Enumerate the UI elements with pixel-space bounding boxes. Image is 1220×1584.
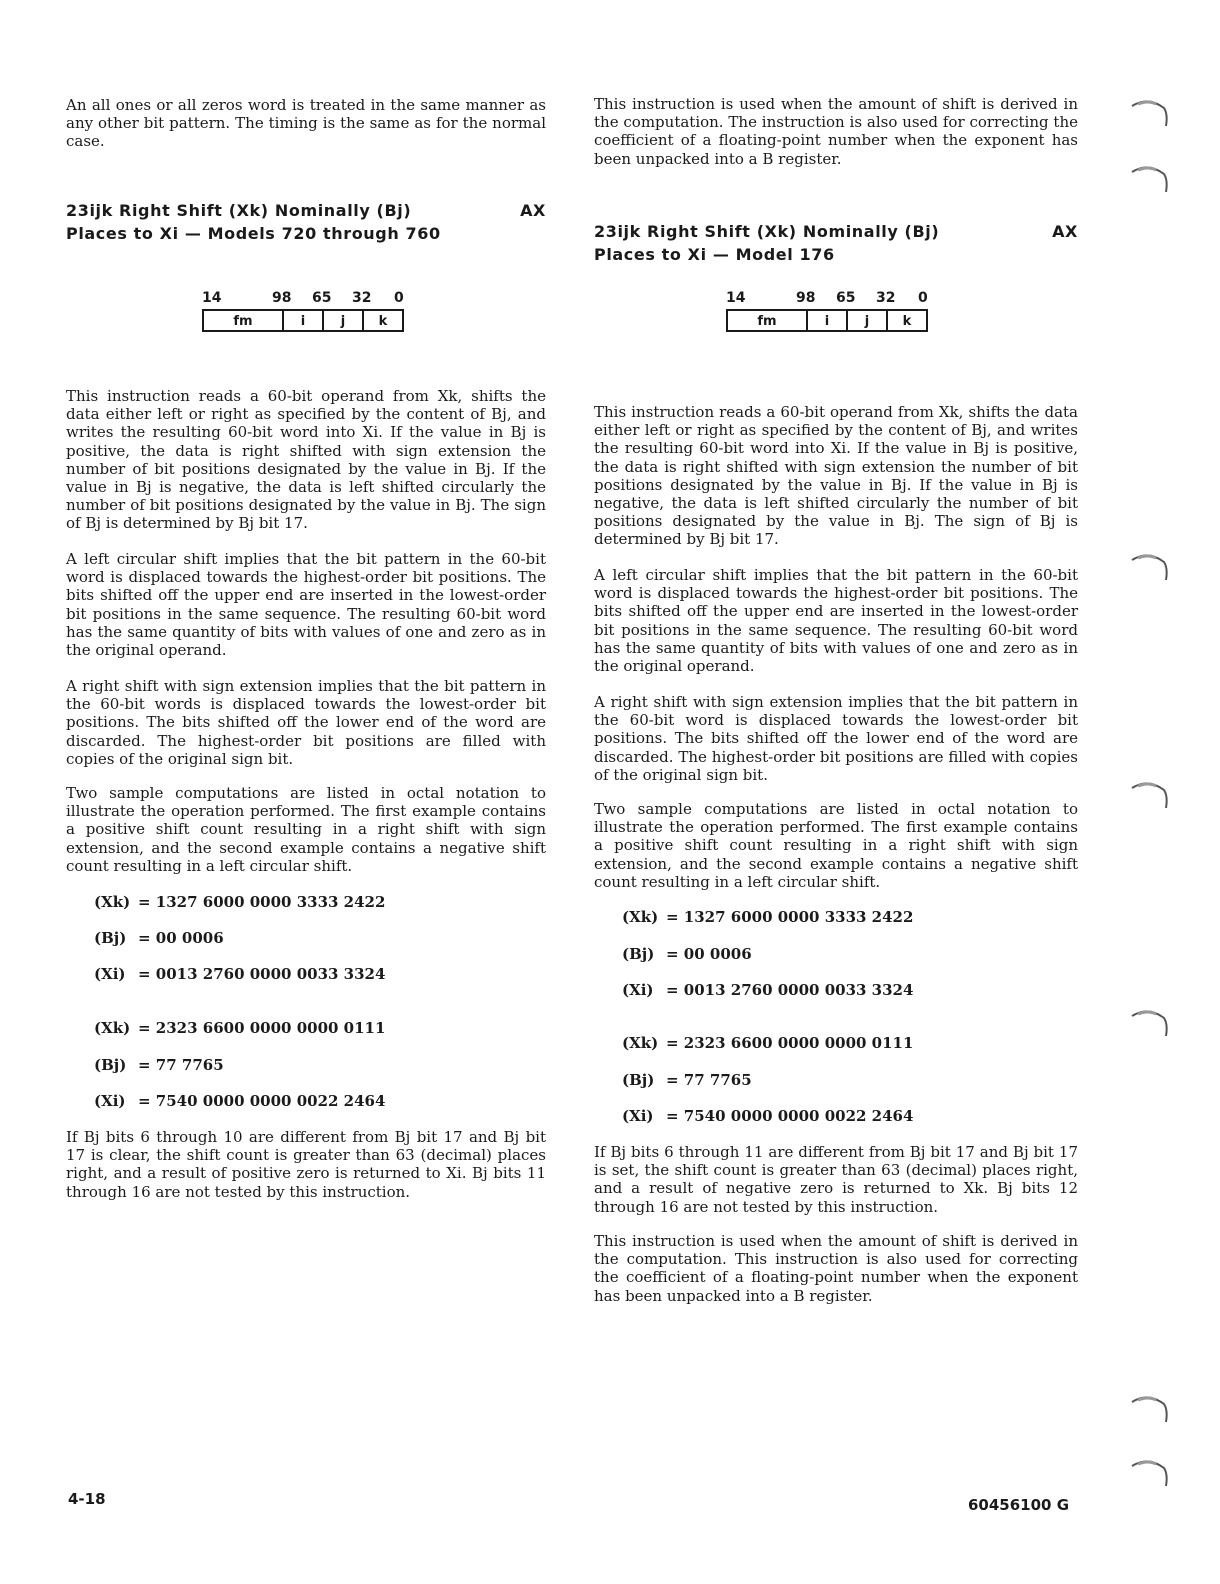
bit-label: 65 xyxy=(836,290,856,306)
binder-hole-icon xyxy=(1130,1454,1170,1488)
example-line: (Xi) = 0013 2760 0000 0033 3324 xyxy=(622,981,914,999)
left-paragraph-3: A right shift with sign extension implies that the bit pattern in the 60-bit words is displaced towards the lowest-order bit positions. The bits shifted off the lower end of the word are discarded. The highest-order bit positions are filled with copies of the original sign bit. xyxy=(66,677,546,768)
document-number: 60456100 G xyxy=(968,1496,1070,1514)
left-paragraph-2: A left circular shift implies that the bit pattern in the 60-bit word is displaced towards the highest-order bit positions. The bits shifted off the upper end are inserted in the lowest-order bit positions in the same sequence. The resulting 60-bit word has the same quantity of bits with values of one and zero as in the original operand. xyxy=(66,550,546,660)
right-paragraph-3: A right shift with sign extension implies that the bit pattern in the 60-bit word is displaced towards the lowest-order bit positions. The bits shifted off the lower end of the word are discarded. The highest-order bit positions are filled with copies of the original sign bit. xyxy=(594,693,1078,784)
field-i: i xyxy=(806,309,848,332)
right-heading-ax: AX xyxy=(1052,222,1078,241)
left-paragraph-1: This instruction reads a 60-bit operand from Xk, shifts the data either left or right as specified by the content of Bj, and writes the resulting 60-bit word into Xi. If the value in Bj is positive, the data is right shifted with sign extension the number of bit positions designated by the value in Bj. If the value in Bj is negative, the data is left shifted circularly the number of bit positions designated by the value in Bj. The sign of Bj is determined by Bj bit 17. xyxy=(66,387,546,533)
right-heading-line1: 23ijk Right Shift (Xk) Nominally (Bj) xyxy=(594,222,940,241)
field-j: j xyxy=(322,309,364,332)
bit-label: 32 xyxy=(876,290,896,306)
example-line: (Bj) = 77 7765 xyxy=(622,1071,752,1089)
binder-hole-icon xyxy=(1130,548,1170,582)
right-instruction-format xyxy=(726,290,946,340)
bit-label: 98 xyxy=(796,290,816,306)
left-paragraph-4: Two sample computations are listed in octal notation to illustrate the operation performed. The first example contains a positive shift count resulting in a right shift with sign extension, and the second example contains a negative shift count resulting in a left circular shift. xyxy=(66,784,546,875)
field-j: j xyxy=(846,309,888,332)
bit-label: 0 xyxy=(394,290,404,306)
binder-hole-icon xyxy=(1130,1390,1170,1424)
right-closing: If Bj bits 6 through 11 are different from Bj bit 17 and Bj bit 17 is set, the shift count is greater than 63 (decimal) places right, and a result of negative zero is returned to Xk. Bj bits 12 through 16 are not tested by this instruction. xyxy=(594,1143,1078,1216)
example-line: (Xk) = 2323 6600 0000 0000 0111 xyxy=(94,1019,386,1037)
bit-label: 0 xyxy=(918,290,928,306)
right-heading-line2: Places to Xi — Model 176 xyxy=(594,245,835,264)
example-line: (Xk) = 1327 6000 0000 3333 2422 xyxy=(94,893,386,911)
example-line: (Bj) = 00 0006 xyxy=(622,945,752,963)
field-k: k xyxy=(886,309,928,332)
left-intro: An all ones or all zeros word is treated in the same manner as any other bit pattern. The timing is the same as for the normal case. xyxy=(66,96,546,151)
example-line: (Bj) = 00 0006 xyxy=(94,929,224,947)
right-paragraph-1: This instruction reads a 60-bit operand from Xk, shifts the data either left or right as specified by the content of Bj, and writes the resulting 60-bit word into Xi. If the value in Bj is positive, the data is right shifted with sign extension the number of bit positions designated by the value in Bj. If the value in Bj is negative, the data is left shifted circularly the number of bit positions designated by the value in Bj. The sign of Bj is determined by Bj bit 17. xyxy=(594,403,1078,549)
binder-hole-icon xyxy=(1130,94,1170,128)
bit-label: 14 xyxy=(726,290,746,306)
example-line: (Xk) = 1327 6000 0000 3333 2422 xyxy=(622,908,914,926)
example-line: (Xi) = 7540 0000 0000 0022 2464 xyxy=(94,1092,386,1110)
right-instruction-heading xyxy=(594,220,1078,266)
right-intro: This instruction is used when the amount of shift is derived in the computation. The instruction is also used for correcting the coefficient of a floating-point number when the exponent has been unpacked into a B register. xyxy=(594,95,1078,168)
left-instruction-heading xyxy=(66,199,546,245)
bit-label: 14 xyxy=(202,290,222,306)
left-instruction-format xyxy=(202,290,422,340)
left-heading-ax: AX xyxy=(520,201,546,220)
field-k: k xyxy=(362,309,404,332)
bit-label: 65 xyxy=(312,290,332,306)
right-paragraph-4: Two sample computations are listed in octal notation to illustrate the operation performed. The first example contains a positive shift count resulting in a right shift with sign extension, and the second example contains a negative shift count resulting in a left circular shift. xyxy=(594,800,1078,891)
left-closing: If Bj bits 6 through 10 are different from Bj bit 17 and Bj bit 17 is clear, the shift count is greater than 63 (decimal) places right, and a result of positive zero is returned to Xi. Bj bits 11 through 16 are not tested by this instruction. xyxy=(66,1128,546,1201)
right-closing-2: This instruction is used when the amount of shift is derived in the computation. This instruction is also used for correcting the coefficient of a floating-point number when the exponent has been unpacked into a B register. xyxy=(594,1232,1078,1305)
field-fm: fm xyxy=(726,309,808,332)
example-line: (Xi) = 7540 0000 0000 0022 2464 xyxy=(622,1107,914,1125)
page-number: 4-18 xyxy=(68,1490,106,1508)
left-heading-line1: 23ijk Right Shift (Xk) Nominally (Bj) xyxy=(66,201,412,220)
field-i: i xyxy=(282,309,324,332)
example-line: (Bj) = 77 7765 xyxy=(94,1056,224,1074)
field-fm: fm xyxy=(202,309,284,332)
right-paragraph-2: A left circular shift implies that the bit pattern in the 60-bit word is displaced towards the highest-order bit positions. The bits shifted off the upper end are inserted in the lowest-order bit positions in the same sequence. The resulting 60-bit word has the same quantity of bits with values of one and zero as in the original operand. xyxy=(594,566,1078,676)
binder-hole-icon xyxy=(1130,776,1170,810)
example-line: (Xk) = 2323 6600 0000 0000 0111 xyxy=(622,1034,914,1052)
binder-hole-icon xyxy=(1130,1004,1170,1038)
bit-label: 32 xyxy=(352,290,372,306)
left-heading-line2: Places to Xi — Models 720 through 760 xyxy=(66,224,441,243)
example-line: (Xi) = 0013 2760 0000 0033 3324 xyxy=(94,965,386,983)
binder-hole-icon xyxy=(1130,160,1170,194)
bit-label: 98 xyxy=(272,290,292,306)
